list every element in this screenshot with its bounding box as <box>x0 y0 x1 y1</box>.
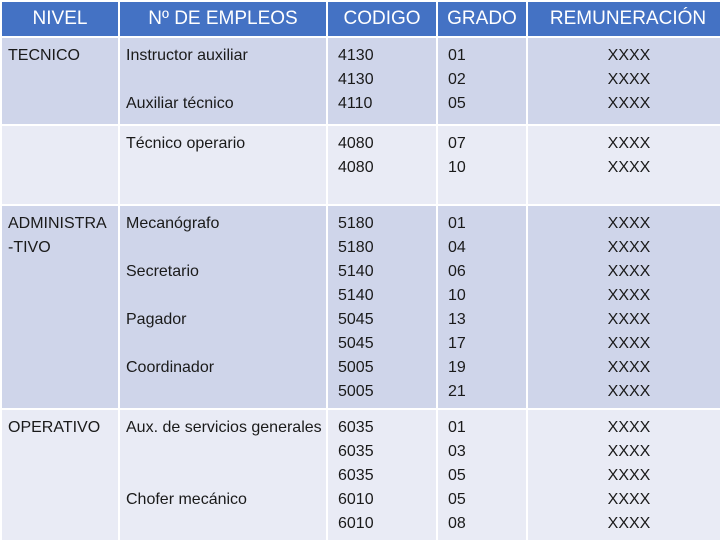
header-remuneracion: REMUNERACIÓN <box>528 2 720 36</box>
grado-value: 19 <box>448 359 466 376</box>
table-row <box>2 410 720 540</box>
cell-empleos <box>120 126 326 204</box>
remuneracion-value: XXXX <box>607 335 651 352</box>
codigo-value: 6035 <box>338 443 374 460</box>
grado-value: 04 <box>448 239 466 256</box>
grado-value: 05 <box>448 491 466 508</box>
header-codigo: CODIGO <box>328 2 436 36</box>
remuneracion-value: XXXX <box>607 419 651 436</box>
remuneracion-value: XXXX <box>607 47 651 64</box>
empleo-item: Pagador <box>126 311 187 328</box>
remuneracion-value: XXXX <box>607 135 651 152</box>
grado-value: 10 <box>448 287 466 304</box>
remuneracion-value: XXXX <box>607 239 651 256</box>
cell-codigo <box>328 126 436 204</box>
remuneracion-value: XXXX <box>607 359 651 376</box>
cell-grado <box>438 206 526 408</box>
cell-empleos <box>120 410 326 540</box>
grado-value: 17 <box>448 335 466 352</box>
codigo-value: 4130 <box>338 47 374 64</box>
empleo-item: Aux. de servicios generales <box>126 419 322 436</box>
empleo-item: Chofer mecánico <box>126 491 247 508</box>
codigo-value: 6010 <box>338 491 374 508</box>
remuneracion-value: XXXX <box>607 383 651 400</box>
codigo-value: 5005 <box>338 359 374 376</box>
cell-codigo <box>328 410 436 540</box>
empleo-item: Secretario <box>126 263 199 280</box>
codigo-value: 5005 <box>338 383 374 400</box>
remuneracion-value: XXXX <box>607 215 651 232</box>
grado-value: 08 <box>448 515 466 532</box>
remuneracion-value: XXXX <box>607 71 651 88</box>
header-grado: GRADO <box>438 2 526 36</box>
remuneracion-value: XXXX <box>607 515 651 532</box>
table-row <box>2 38 720 124</box>
codigo-value: 5180 <box>338 215 374 232</box>
remuneracion-value: XXXX <box>607 311 651 328</box>
codigo-value: 6035 <box>338 419 374 436</box>
remuneracion-value: XXXX <box>607 95 651 112</box>
cell-codigo <box>328 38 436 124</box>
cell-grado <box>438 410 526 540</box>
header-row <box>2 2 720 36</box>
cell-empleos <box>120 38 326 124</box>
grado-value: 05 <box>448 467 466 484</box>
grado-value: 01 <box>448 215 466 232</box>
grado-value: 07 <box>448 135 466 152</box>
codigo-value: 6010 <box>338 515 374 532</box>
grado-value: 02 <box>448 71 466 88</box>
codigo-value: 4130 <box>338 71 374 88</box>
cell-codigo <box>328 206 436 408</box>
codigo-value: 5140 <box>338 287 374 304</box>
grado-value: 10 <box>448 159 466 176</box>
codigo-value: 6035 <box>338 467 374 484</box>
cell-empleos <box>120 206 326 408</box>
grado-value: 03 <box>448 443 466 460</box>
remuneracion-value: XXXX <box>607 287 651 304</box>
table-row <box>2 206 720 408</box>
grado-value: 06 <box>448 263 466 280</box>
empleo-item: Mecanógrafo <box>126 215 220 232</box>
codigo-value: 4080 <box>338 135 374 152</box>
table-body <box>2 38 720 540</box>
cell-remuneracion <box>528 206 720 408</box>
remuneracion-value: XXXX <box>607 443 651 460</box>
codigo-value: 4110 <box>338 95 373 112</box>
codigo-value: 5140 <box>338 263 374 280</box>
header-empleos: Nº DE EMPLEOS <box>120 2 326 36</box>
grado-value: 13 <box>448 311 466 328</box>
grado-value: 21 <box>448 383 466 400</box>
cell-nivel: ADMINISTRA -TIVO <box>2 206 118 408</box>
cell-nivel: OPERATIVO <box>2 410 118 540</box>
remuneracion-value: XXXX <box>607 159 651 176</box>
empleo-item: Instructor auxiliar <box>126 47 248 64</box>
codigo-value: 4080 <box>338 159 374 176</box>
cell-nivel: TECNICO <box>2 38 118 124</box>
cell-grado <box>438 38 526 124</box>
cell-remuneracion <box>528 126 720 204</box>
grado-value: 05 <box>448 95 466 112</box>
empleo-item: Técnico operario <box>126 135 246 152</box>
codigo-value: 5045 <box>338 335 374 352</box>
codigo-value: 5045 <box>338 311 374 328</box>
grado-value: 01 <box>448 47 466 64</box>
codigo-value: 5180 <box>338 239 374 256</box>
header-nivel: NIVEL <box>2 2 118 36</box>
empleo-item: Auxiliar técnico <box>126 95 234 112</box>
cell-grado <box>438 126 526 204</box>
remuneracion-value: XXXX <box>607 467 651 484</box>
cell-remuneracion <box>528 410 720 540</box>
remuneracion-value: XXXX <box>607 263 651 280</box>
table-row <box>2 126 720 204</box>
cell-nivel <box>2 126 118 204</box>
remuneracion-value: XXXX <box>607 491 651 508</box>
grado-value: 01 <box>448 419 466 436</box>
cell-remuneracion <box>528 38 720 124</box>
empleo-item: Coordinador <box>126 359 215 376</box>
